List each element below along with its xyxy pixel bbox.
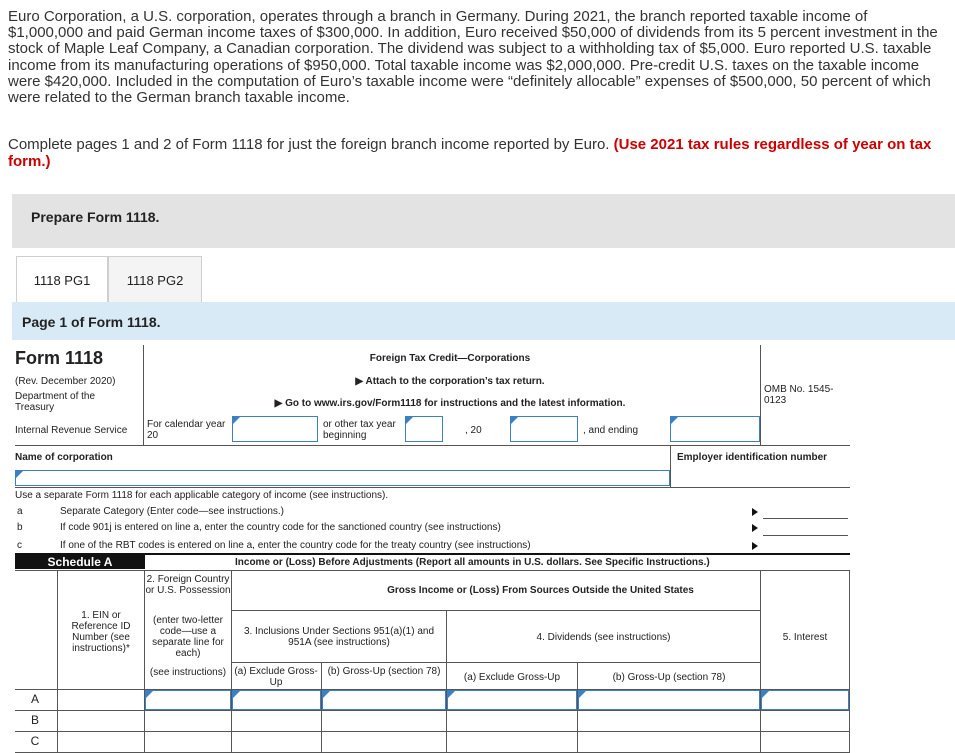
row-a-col3b-input[interactable] [322, 690, 446, 710]
instruction-text [8, 136, 943, 170]
row-a-col3a-input[interactable] [232, 690, 321, 710]
ein-label: Employer identification number [677, 452, 828, 463]
begin-year-input[interactable] [510, 416, 578, 442]
gross-income-header: Gross Income or (Loss) From Sources Outside the United States [387, 585, 694, 596]
col2-header-bot: (see instructions) [149, 667, 227, 678]
page-header [12, 302, 955, 340]
tab-label: 1118 PG1 [33, 272, 91, 288]
row-label-a: A [30, 692, 39, 706]
page-label: Page 1 of Form 1118. [22, 314, 161, 330]
comma-20-label: , 20 [465, 425, 482, 436]
line-c-text: If one of the RBT codes is entered on line a, enter the country code for the treaty country (see instructions) [60, 540, 531, 551]
schedule-a-title: Income or (Loss) Before Adjustments (Report all amounts in U.S. dollars. See Specific Instructions.) [235, 557, 710, 568]
col3b-header: (b) Gross-Up (section 78) [327, 666, 441, 677]
and-ending-label: , and ending [583, 425, 639, 436]
form-irs: Internal Revenue Service [15, 425, 128, 436]
col4a-header: (a) Exclude Gross-Up [463, 672, 561, 683]
ending-date-input[interactable] [670, 416, 760, 442]
form-attach: ▶ Attach to the corporation’s tax return. [355, 376, 545, 387]
begin-date-input[interactable] [405, 416, 443, 442]
col4b-header: (b) Gross-Up (section 78) [612, 672, 726, 683]
calendar-year-input[interactable] [232, 416, 318, 442]
use-separate-text: Use a separate Form 1118 for each applicable category of income (see instructions). [15, 490, 389, 501]
corporation-name-input[interactable] [15, 470, 670, 486]
problem-text: Euro Corporation, a U.S. corporation, operates through a branch in Germany. During 2021, the branch reported taxable income of $1,000,000 and paid German income taxes of $300,000. In addition, Euro received $50,000 of dividends from its 5 percent investment in the stock of Maple Leaf Company, a Canadian corporation. The dividend was subject to a withholding tax of $5,000. Euro reported U.S. taxable income from its manufacturing operations of $950,000. Total taxable income was $2,000,000. Pre-credit U.S. taxes on the taxable income were $420,000. Included in the computation of Euro’s taxable income were “definitely allocable” expenses of $500,000, 50 percent of which were related to the German branch taxable income. [8, 8, 938, 107]
col4-header: 4. Dividends (see instructions) [536, 632, 671, 643]
form-goto: ▶ Go to www.irs.gov/Form1118 for instructions and the latest information. [274, 398, 626, 409]
row-label-c: C [30, 734, 40, 748]
arrow-right-icon [752, 524, 758, 532]
prepare-label: Prepare Form 1118. [31, 209, 160, 225]
line-b-letter: b [17, 522, 23, 533]
name-label: Name of corporation [15, 452, 113, 463]
tab-label: 1118 PG2 [126, 272, 184, 288]
instruction-main: Complete pages 1 and 2 of Form 1118 for just the foreign branch income reported by Euro. [8, 136, 610, 153]
instruction-note: (Use 2021 tax rules regardless of year on tax form.) [8, 136, 932, 170]
calendar-label: For calendar year 20 [147, 419, 226, 441]
col5-header: 5. Interest [782, 632, 828, 643]
form-rev: (Rev. December 2020) [15, 376, 116, 387]
col3a-header: (a) Exclude Gross-Up [234, 666, 318, 688]
prepare-header [12, 194, 955, 248]
line-a-text: Separate Category (Enter code—see instructions.) [60, 506, 284, 517]
tab-1118-pg2[interactable] [108, 256, 202, 303]
arrow-right-icon [752, 508, 758, 516]
row-a-col4a-input[interactable] [447, 690, 577, 710]
col2-header-mid: (enter two-letter code—use a separate line for each) [152, 615, 224, 659]
line-a-letter: a [17, 506, 23, 517]
col2-header-top: 2. Foreign Country or U.S. Possession [145, 574, 231, 596]
schedule-a-label: Schedule A [15, 555, 145, 569]
other-year-label: or other tax year beginning [323, 419, 396, 441]
row-a-col5-input[interactable] [761, 690, 849, 710]
col1-header: 1. EIN or Reference ID Number (see instructions)* [71, 610, 131, 654]
line-b-text: If code 901j is entered on line a, enter the country code for the sanctioned country (see instructions) [60, 522, 501, 533]
form-main-title: Foreign Tax Credit—Corporations [369, 353, 531, 364]
form-title: Form 1118 [15, 348, 104, 368]
row-a-country-input[interactable] [145, 690, 231, 710]
col3-header: 3. Inclusions Under Sections 951(a)(1) and 951A (see instructions) [243, 626, 435, 648]
form-dept: Department of the Treasury [15, 391, 96, 413]
row-a-col4b-input[interactable] [578, 690, 760, 710]
arrow-right-icon [752, 542, 758, 550]
omb-number: OMB No. 1545-0123 [764, 384, 834, 406]
row-label-b: B [30, 713, 39, 727]
tab-1118-pg1[interactable] [16, 256, 108, 303]
line-c-letter: c [17, 540, 22, 551]
